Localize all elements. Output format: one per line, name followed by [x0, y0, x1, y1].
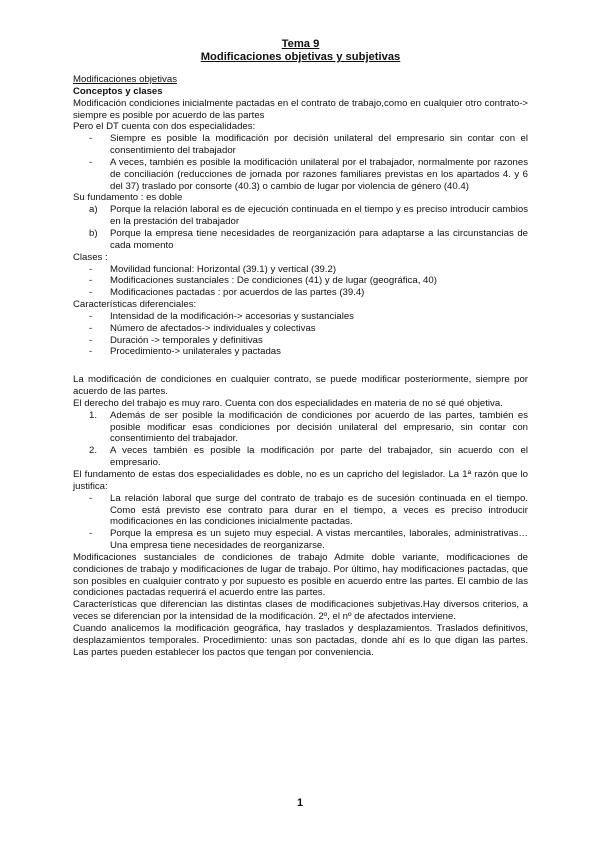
paragraph: El derecho del trabajo es muy raro. Cuenta con dos especialidades en materia de no sé qué objetiva.: [73, 397, 503, 409]
section-heading: Modificaciones objetivas: [73, 74, 177, 85]
list-item: - Porque la empresa es un sujeto muy especial. A vistas mercantiles, laborales, administrativas… Una empresa tiene necesidades de reorganizarse.: [89, 528, 528, 552]
paragraph: Clases :: [73, 251, 108, 263]
document-page: [73, 38, 528, 659]
list-item: 1. Además de ser posible la modificación de condiciones por acuerdo de las partes, también es posible modificar esas condiciones por decisión unilateral del empresario, sin contar con consentimiento del trabajador.: [89, 409, 528, 445]
subsection-heading: Conceptos y clases: [73, 85, 163, 97]
list-item: a) Porque la relación laboral es de ejecución continuada en el tiempo y es preciso introducir cambios en la prestación del trabajador: [89, 204, 528, 228]
list-item: - La relación laboral que surge del contrato de trabajo es de sucesión continuada en el tiempo. Como está previsto ese contrato para durar en el tiempo, a veces es preciso introducir modificaciones en las condiciones inicialmente pactadas.: [89, 492, 528, 528]
paragraph: La modificación de condiciones en cualquier contrato, se puede modificar posteriormente, siempre por acuerdo de las partes.: [73, 374, 528, 398]
paragraph: El fundamento de estas dos especialidades es doble, no es un capricho del legislador. La 1ª razón que lo justifica:: [73, 469, 528, 492]
list-item: - Procedimiento-> unilaterales y pactadas: [89, 346, 281, 358]
topic-title: Tema 9: [281, 38, 320, 50]
list-item: - Modificaciones sustanciales : De condiciones (41) y de lugar (geográfica, 40): [89, 275, 437, 287]
list-item: - A veces, también es posible la modificación unilateral por el trabajador, normalmente por razones de conciliación (reducciones de jornada por razones familiares previstas en los apartados 4. y 6 del 37) traslado por consorte (40.3) o cambio de lugar por violencia de género (40.4): [89, 156, 528, 192]
list-item: b) Porque la empresa tiene necesidades de reorganización para adaptarse a las circunstancias de cada momento: [89, 227, 528, 251]
list-item: - Duración -> temporales y definitivas: [89, 334, 263, 346]
paragraph: Características que diferencian las distintas clases de modificaciones subjetivas.Hay diversos criterios, a veces se diferencian por la intensidad de la modificación. 2º, el nº de afectados interviene.: [73, 599, 528, 623]
paragraph: Pero el DT cuenta con dos especialidades:: [73, 121, 256, 133]
paragraph: Modificaciones sustanciales de condiciones de trabajo Admite doble variante, modificaciones de condiciones de trabajo y modificaciones de lugar de trabajo. Por último, hay modificaciones pactadas, que son posibles en cualquier contrato y por supuesto es posible en acuerdo entre las partes. El cambio de las condiciones pactadas requerirá el acuerdo entre las partes.: [73, 551, 528, 599]
list-item: - Siempre es posible la modificación por decisión unilateral del empresario sin contar con el consentimiento del trabajador: [89, 133, 528, 157]
paragraph: Características diferenciales:: [73, 299, 197, 311]
paragraph: Cuando analicemos la modificación geográfica, hay traslados y desplazamientos. Traslados definitivos, desplazamientos temporales. Procedimiento: unas son pactadas, donde ahí es lo que digan las partes. Las partes pueden establecer los pactos que tengan por conveniencia.: [73, 622, 528, 658]
page-number: 1: [296, 797, 304, 809]
paragraph: Su fundamento : es doble: [73, 192, 183, 204]
paragraph: Modificación condiciones inicialmente pactadas en el contrato de trabajo,como en cualquier otro contrato-> siempre es posible por acuerdo de las partes: [73, 97, 528, 121]
document-title: Modificaciones objetivas y subjetivas: [200, 51, 401, 63]
list-item: - Modificaciones pactadas : por acuerdos de las partes (39.4): [89, 287, 365, 299]
list-item: - Intensidad de la modificación-> accesorias y sustanciales: [89, 310, 354, 322]
list-item: 2. A veces también es posible la modificación por parte del trabajador, sin acuerdo con el empresario.: [89, 445, 528, 469]
list-item: - Movilidad funcional: Horizontal (39.1) y vertical (39.2): [89, 263, 337, 275]
list-item: - Número de afectados-> individuales y colectivas: [89, 322, 316, 334]
